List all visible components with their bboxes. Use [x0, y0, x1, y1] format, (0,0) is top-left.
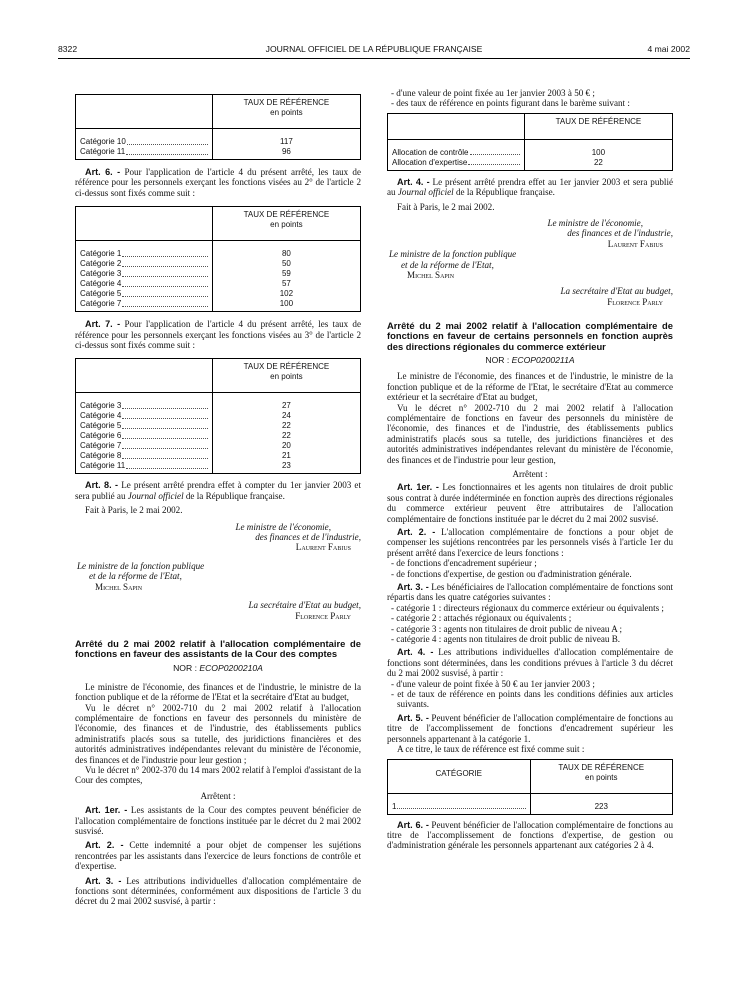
- table-row-label: Catégorie 7: [80, 441, 208, 451]
- table-header: CATÉGORIE: [435, 768, 483, 778]
- list-item: - catégorie 1 : directeurs régionaux du commerce extérieur ou équivalents ;: [391, 602, 664, 613]
- page-number: 8322: [58, 44, 78, 54]
- article-3: Art. 3. - Les attributions individuelles d'allocation complémentaire de fonctions sont déterminées, conformément aux dispositions de l'article 3 du décret du 2 mai 2002 susvisé, à partir :: [75, 875, 361, 907]
- signature-title: des finances et de l'industrie,: [567, 228, 673, 239]
- table-row-label: Catégorie 3: [80, 401, 208, 411]
- table-cell-value: 20: [281, 441, 291, 451]
- article-4: Art. 4. - Le présent arrêté prendra effet au 1er janvier 2003 et sera publié au Journal officiel de la République française.: [387, 176, 674, 198]
- list-item: - catégorie 4 : agents non titulaires de droit public de niveau B.: [391, 634, 621, 645]
- article-2: Art. 2. - Cette indemnité a pour objet de compenser les sujétions rencontrées par les assistants dans l'exercice de leurs fonctions de contrôle et d'expertise.: [75, 840, 361, 872]
- signature-name: Florence Parly: [295, 610, 351, 621]
- article-5: Art. 5. - Peuvent bénéficier de l'allocation complémentaire de fonctions au titre de l'accomplissement de fonctions d'encadrement supérieur les personnels appartenant à la catégorie 1.: [387, 712, 674, 744]
- article-2: Art. 2. - L'allocation complémentaire de fonctions a pour objet de compenser les sujétions rencontrées par les personnels visés à l'article 1er du présent arrêté dans l'exercice de leurs fonctions :: [387, 526, 674, 558]
- preamble: Vu le décret n° 2002-370 du 14 mars 2002 relatif à l'emploi d'assistant de la Cour des comptes,: [75, 764, 361, 786]
- table-cell-value: 223: [594, 801, 608, 811]
- arretent: Arrêtent :: [200, 790, 236, 801]
- table-cell-value: 50: [281, 259, 291, 269]
- list-item: - des taux de référence en points figurant dans le barème suivant :: [391, 98, 630, 109]
- signature-title: Le ministre de la fonction publique: [389, 249, 517, 260]
- table-row-label: 1: [392, 802, 526, 812]
- article-7: Art. 7. - Pour l'application de l'article 4 du présent arrêté, les taux de référence pour les personnels exerçant les fonctions visées au 3° de l'article 2 ci-dessus sont fixés comme suit :: [75, 319, 362, 351]
- rate-table-5: [387, 759, 673, 815]
- table-row-label: Catégorie 8: [80, 451, 208, 461]
- table-cell-value: 22: [281, 431, 291, 441]
- right-column: [387, 88, 673, 851]
- table-header: TAUX DE RÉFÉRENCE: [558, 762, 645, 772]
- list-item: - d'une valeur de point fixée à 50 € au 1er janvier 2003 ;: [391, 678, 595, 689]
- table-subheader: en points: [270, 372, 303, 382]
- table-row-label: Catégorie 4: [80, 411, 208, 421]
- table-header: TAUX DE RÉFÉRENCE: [243, 362, 330, 372]
- list-item: - d'une valeur de point fixée au 1er janvier 2003 à 50 € ;: [391, 88, 595, 98]
- signature-title: et de la réforme de l'Etat,: [89, 571, 182, 582]
- article-1: Art. 1er. - Les fonctionnaires et les agents non titulaires de droit public sous contrat à durée indéterminée en fonction auprès des directions régionales du commerce extérieur peuvent être attributaires de l'allocation complémentaire de fonctions instituée par le décret du 2 mai 2002 susvisé.: [387, 482, 673, 524]
- table-row-label: Allocation de contrôle: [392, 148, 520, 158]
- signature-title: des finances et de l'industrie,: [255, 532, 361, 543]
- table-cell-value: 59: [281, 269, 291, 279]
- article-3: Art. 3. - Les bénéficiaires de l'allocation complémentaire de fonctions sont répartis dans les quatre catégories suivantes :: [387, 582, 674, 603]
- left-column: [75, 88, 361, 907]
- article-4: Art. 4. - Les attributions individuelles d'allocation complémentaire de fonctions sont déterminées, dans les conditions prévues à l'article 3 du décret du 2 mai 2002 susvisé, à partir :: [387, 647, 673, 679]
- signature-title: Le ministre de l'économie,: [547, 218, 643, 229]
- list-item: - catégorie 2 : attachés régionaux ou équivalents ;: [391, 613, 572, 624]
- arretent: Arrêtent :: [512, 468, 548, 479]
- table-subheader: en points: [585, 772, 618, 782]
- signature-name: Laurent Fabius: [295, 542, 351, 553]
- table-row-label: Catégorie 10: [80, 137, 208, 147]
- table-row-label: Allocation d'expertise: [392, 158, 520, 168]
- table-header: TAUX DE RÉFÉRENCE: [243, 210, 330, 220]
- table-cell-value: 102: [279, 289, 294, 299]
- table-row-label: Catégorie 5: [80, 421, 208, 431]
- table-row-label: Catégorie 11: [80, 147, 208, 157]
- nor-reference: NOR : ECOP0200211A: [485, 354, 575, 365]
- rate-table-2: [75, 206, 361, 312]
- signature-name: Laurent Fabius: [607, 238, 663, 249]
- signature-title: Le ministre de la fonction publique: [77, 560, 205, 571]
- article-8: Art. 8. - Le présent arrêté prendra effet à compter du 1er janvier 2003 et sera publié au Journal officiel de la République française.: [75, 480, 361, 501]
- table-row-label: Catégorie 3: [80, 269, 208, 279]
- table-cell-value: 96: [281, 147, 291, 156]
- table-subheader: en points: [270, 108, 303, 117]
- signature-name: Michel Sapin: [407, 270, 455, 281]
- table-header: TAUX DE RÉFÉRENCE: [243, 98, 330, 107]
- table-cell-value: 24: [281, 411, 291, 421]
- table-row-label: Catégorie 5: [80, 289, 208, 299]
- preamble: Le ministre de l'économie, des finances et de l'industrie, le ministre de la fonction publique et de la réforme de l'Etat, le secrétaire d'Etat au commerce extérieur et la secrétaire d'Etat au budget,: [387, 371, 673, 403]
- rate-table-3: [75, 358, 361, 474]
- table-cell-value: 100: [591, 147, 606, 157]
- table-row-label: Catégorie 11: [80, 461, 208, 471]
- table-row-label: Catégorie 4: [80, 279, 208, 289]
- preamble: Vu le décret n° 2002-710 du 2 mai 2002 relatif à l'allocation complémentaire de fonctions en faveur des personnels du ministère de l'économie, des finances et de l'industrie, des établissements publics administratifs placés sous sa tutelle, des juridictions financières et des autorités administratives indépendantes relevant du ministère de l'économie, des finances et de l'industrie pour leur gestion ;: [75, 702, 361, 765]
- table-row-label: Catégorie 1: [80, 249, 208, 259]
- table-cell-value: 57: [281, 279, 291, 289]
- preamble: Le ministre de l'économie, des finances et de l'industrie, le ministre de la fonction publique et de la réforme de l'Etat et la secrétaire d'Etat au budget,: [75, 681, 361, 703]
- article-6: Art. 6. - Peuvent bénéficier de l'allocation complémentaire de fonctions au titre de l'accomplissement de fonctions d'expertise, de gestion ou d'administration générale les personnels appartenant aux catégories 2 à 4.: [387, 819, 674, 851]
- table-cell-value: 22: [281, 421, 291, 431]
- table-cell-value: 100: [279, 299, 294, 309]
- done-at: Fait à Paris, le 2 mai 2002.: [397, 201, 495, 212]
- decree-title: Arrêté du 2 mai 2002 relatif à l'allocation complémentaire de fonctions en faveur de certains personnels en fonction auprès des directions régionales du commerce extérieur: [387, 320, 673, 352]
- preamble: Vu le décret n° 2002-710 du 2 mai 2002 relatif à l'allocation complémentaire de fonctions en faveur des personnels du ministère de l'économie, des finances et de l'industrie, des établissements publics administratifs placés sous sa tutelle, des juridictions financières et des autorités administratives indépendantes relevant du ministère de l'économie, des finances et de l'industrie pour leur gestion,: [387, 402, 673, 465]
- table-cell-value: 27: [281, 401, 291, 411]
- signature-title: et de la réforme de l'Etat,: [401, 259, 494, 270]
- signature-title: La secrétaire d'Etat au budget,: [560, 286, 673, 297]
- table-row-label: Catégorie 2: [80, 259, 208, 269]
- journal-title: JOURNAL OFFICIEL DE LA RÉPUBLIQUE FRANÇAISE: [265, 44, 483, 54]
- list-item: - de fonctions d'encadrement supérieur ;: [391, 558, 537, 569]
- page-header: [58, 44, 690, 59]
- table-cell-value: 21: [281, 451, 291, 461]
- list-item: - et de taux de référence en points dans les conditions définies aux articles suivants.: [391, 689, 673, 710]
- nor-reference: NOR : ECOP0200210A: [173, 663, 263, 674]
- article-6: Art. 6. - Pour l'application de l'article 4 du présent arrêté, les taux de référence pour les personnels exerçant les fonctions visées au 2° de l'article 2 ci-dessus sont fixés comme suit :: [75, 167, 362, 198]
- paragraph: A ce titre, le taux de référence est fixé comme suit :: [397, 744, 585, 755]
- signature-name: Michel Sapin: [95, 581, 143, 592]
- rate-table-1: [75, 94, 361, 160]
- list-item: - de fonctions d'expertise, de gestion ou d'administration générale.: [391, 568, 632, 579]
- issue-date: 4 mai 2002: [647, 44, 690, 54]
- table-cell-value: 117: [280, 137, 293, 146]
- table-cell-value: 23: [281, 461, 291, 471]
- signature-name: Florence Parly: [607, 296, 663, 307]
- article-1: Art. 1er. - Les assistants de la Cour des comptes peuvent bénéficier de l'allocation complémentaire de fonctions instituée par le décret du 2 mai 2002 susvisé.: [75, 805, 361, 836]
- table-cell-value: 22: [593, 157, 603, 167]
- signatures: [75, 522, 361, 621]
- signatures: [387, 218, 673, 307]
- list-item: - catégorie 3 : agents non titulaires de droit public de niveau A ;: [391, 623, 623, 634]
- done-at: Fait à Paris, le 2 mai 2002.: [85, 505, 183, 516]
- decree-title: Arrêté du 2 mai 2002 relatif à l'allocation complémentaire de fonctions en faveur des assistants de la Cour des comptes: [75, 637, 361, 660]
- signature-title: La secrétaire d'Etat au budget,: [248, 600, 361, 611]
- table-row-label: Catégorie 6: [80, 431, 208, 441]
- signature-title: Le ministre de l'économie,: [235, 521, 331, 532]
- rate-table-4: [387, 113, 673, 171]
- table-cell-value: 80: [281, 249, 291, 259]
- table-subheader: en points: [270, 220, 303, 230]
- table-row-label: Catégorie 7: [80, 299, 208, 309]
- table-header: TAUX DE RÉFÉRENCE: [555, 116, 642, 126]
